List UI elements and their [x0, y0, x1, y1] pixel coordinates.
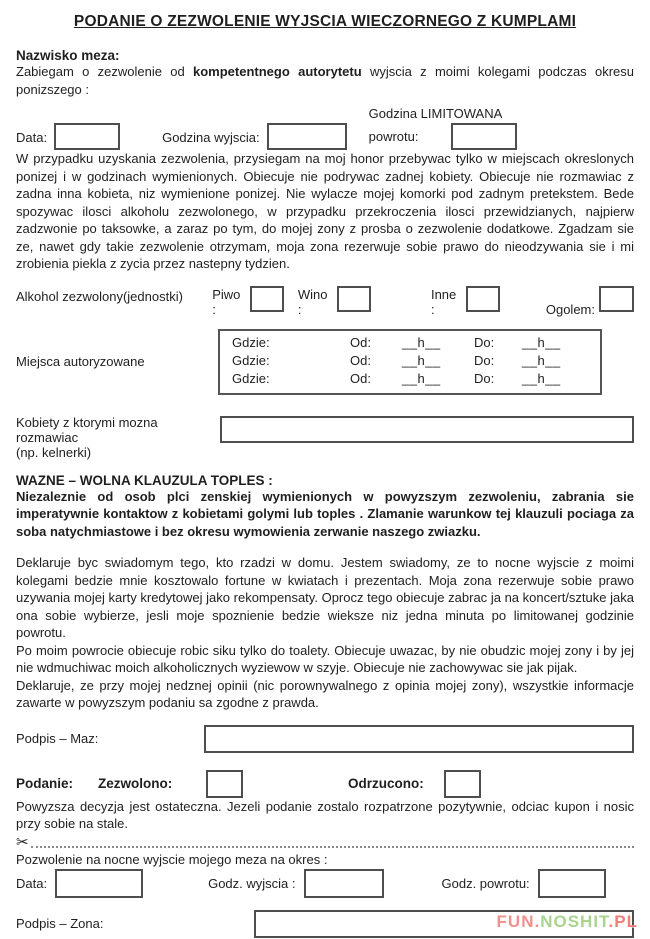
from-label: Od: [350, 370, 371, 386]
request-fields-row [16, 106, 634, 150]
where-label[interactable]: Gdzie: [232, 334, 270, 350]
return-limit-group [369, 106, 517, 150]
watermark-part1: FUN. [496, 912, 541, 931]
total-alcohol-input[interactable] [599, 286, 634, 312]
table-row [232, 352, 600, 370]
from-hour-input[interactable]: __h__ [402, 370, 441, 386]
table-row [232, 334, 600, 352]
beer-input[interactable] [250, 286, 284, 312]
from-label: Od: [350, 334, 371, 350]
approved-label: Zezwolono: [98, 776, 173, 791]
date-input[interactable] [54, 123, 120, 150]
cut-dotted-line [31, 838, 634, 848]
other-alcohol-input[interactable] [466, 286, 500, 312]
authorized-places-section [16, 329, 634, 395]
return-limit-label-line2: powrotu: [368, 129, 419, 144]
intro-paragraph [16, 63, 634, 98]
husband-signature-row [16, 725, 634, 753]
date-label: Data: [16, 130, 48, 145]
intro-text-post: wyjscia z moimi kolegami podczas okresu ponizszego : [16, 64, 634, 97]
alcohol-fields [212, 287, 634, 321]
declaration2-paragraph: Deklaruje, ze przy mojej nedznej opinii (nic porownywalnego z opinia mojej zony), wszystkie informacje zawarte w powyzszym podaniu sa zgodne z prawda. [16, 677, 634, 710]
table-row [232, 370, 600, 388]
women-label-line1: Kobiety z ktorymi mozna rozmawiac [16, 414, 158, 445]
coupon-return-label: Godz. powrotu: [441, 875, 530, 891]
to-label: Do: [474, 352, 495, 368]
intro-text-bold: kompetentnego autorytetu [193, 64, 362, 79]
application-label: Podanie: [16, 776, 74, 791]
where-label[interactable]: Gdzie: [232, 352, 270, 368]
husband-signature-label: Podpis – Maz: [16, 731, 99, 746]
final-decision-note: Powyzsza decyzja jest ostateczna. Jezeli podanie zostalo rozpatrzone pozytywnie, odciac kupon i nosic przy sobie na stale. [16, 798, 634, 831]
from-label: Od: [350, 352, 371, 368]
topless-clause-title: WAZNE – WOLNA KLAUZULA TOPLES : [16, 472, 273, 488]
alcohol-section [16, 287, 634, 321]
to-hour-input[interactable]: __h__ [522, 334, 561, 350]
women-label-line2: (np. kelnerki) [16, 444, 92, 460]
coupon-date-label: Data: [16, 875, 48, 891]
cut-line [16, 835, 634, 851]
declaration1-part2: Po moim powrocie obiecuje robic siku tylko do toalety. Obiecuje uwazac, by nie obudzic mojej zony i by jej nie wdmuchiwac moich alkoholicznych wyziewow w szyje. Obiecuje nie zachowywac sie jak pijak. [16, 642, 634, 675]
coupon-date-input[interactable] [55, 869, 143, 898]
page-title [16, 0, 634, 31]
wife-signature-label: Podpis – Zona: [16, 916, 104, 931]
husband-name-label: Nazwisko meza: [16, 48, 120, 63]
to-label: Do: [474, 334, 495, 350]
women-section [16, 415, 634, 460]
declaration1-part1: Deklaruje byc swiadomym tego, kto rzadzi w domu. Jestem swiadomy, ze to nocne wyjscie z moimi kolegami bedzie mnie kosztowalo fortune w kwiatach i prezentach. Moja zona rezerwuje sobie prawo uzywania mojej karty kredytowej jako rekompensaty. Oprocz tego obiecuje zabrac ja na koncert/sztuke jaka ona sobie wybierze, jesli moje spoznienie bedzie wieksze niz jedna minuta po limitowanej godzinie powrotu. [16, 555, 634, 640]
coupon-return-input[interactable] [538, 869, 606, 898]
exit-time-label: Godzina wyjscia: [162, 130, 260, 145]
rejected-checkbox[interactable] [444, 770, 481, 798]
from-hour-input[interactable]: __h__ [402, 334, 441, 350]
alcohol-section-label: Alkohol zezwolony(jednostki) [16, 288, 183, 304]
scissors-icon: ✂ [16, 833, 29, 851]
where-label[interactable]: Gdzie: [232, 370, 270, 386]
authorized-places-label: Miejsca autoryzowane [16, 354, 145, 369]
declaration1-section [16, 554, 634, 677]
return-limit-label-line1: Godzina LIMITOWANA [368, 106, 503, 121]
from-hour-input[interactable]: __h__ [402, 352, 441, 368]
topless-clause-section [16, 473, 634, 541]
coupon-fields-row [16, 869, 634, 898]
to-label: Do: [474, 370, 495, 386]
women-label [16, 415, 220, 460]
coupon-exit-input[interactable] [304, 869, 384, 898]
oath-paragraph: W przypadku uzyskania zezwolenia, przysiegam na moj honor przebywac tylko w miejscach okreslonych ponizej i w godzinach wymienionych. Obiecuje nie podrywac zadnej kobiety. Obiecuje nie rozmawiac z zadna inna kobieta, niz wymienione ponizej. Nie wylacze mojej komorki pod zadnym pretekstem. Bede spozywac ilosci alkoholu zezwolonego, w przypadku przekroczenia ilosci przewidzianych, najpierw zadzwonie po taksowke, a zaraz po tym, do mojej zony z prosba o zezwolenie dodatkowe. Zgadzam sie ze, nawet gdy takie zezwolenie otrzymam, moja zona rezerwuje sobie prawo do nieodzywania sie i mi zrobienia piekla z zycia przez nastepny tydzien. [16, 151, 634, 271]
watermark-part2: NOSHIT [540, 912, 609, 931]
watermark-part3: .PL [608, 912, 638, 931]
coupon-exit-label: Godz. wyjscia : [208, 875, 296, 891]
decision-row [16, 770, 634, 798]
total-alcohol-label: Ogolem: [545, 301, 595, 317]
other-alcohol-label: Inne : [430, 286, 457, 317]
beer-label: Piwo : [212, 286, 241, 317]
exit-time-input[interactable] [267, 123, 347, 150]
rejected-label: Odrzucono: [348, 776, 424, 791]
husband-signature-input[interactable] [204, 725, 634, 753]
topless-clause-body: Niezaleznie od osob plci zenskiej wymienionych w powyzszym zezwoleniu, zabrania sie imperatywnie kontaktow z kobietami golymi lub toples . Zlamanie warunkow tej klauzuli pociaga za soba natychmiastowe i bez okresu wymowienia zerwanie naszego zwiazku. [16, 488, 634, 539]
authorized-places-table [218, 329, 602, 395]
approved-checkbox[interactable] [206, 770, 243, 798]
coupon-title: Pozwolenie na nocne wyjscie mojego meza na okres : [16, 851, 328, 867]
to-hour-input[interactable]: __h__ [522, 370, 561, 386]
to-hour-input[interactable]: __h__ [522, 352, 561, 368]
page-title-text: PODANIE O ZEZWOLENIE WYJSCIA WIECZORNEGO Z KUMPLAMI [73, 13, 577, 30]
wine-input[interactable] [337, 286, 371, 312]
intro-text-pre: Zabiegam o zezwolenie od [16, 64, 194, 79]
site-watermark [497, 912, 638, 932]
wine-label: Wino : [297, 286, 328, 317]
women-input[interactable] [220, 416, 634, 443]
return-time-input[interactable] [451, 123, 517, 150]
